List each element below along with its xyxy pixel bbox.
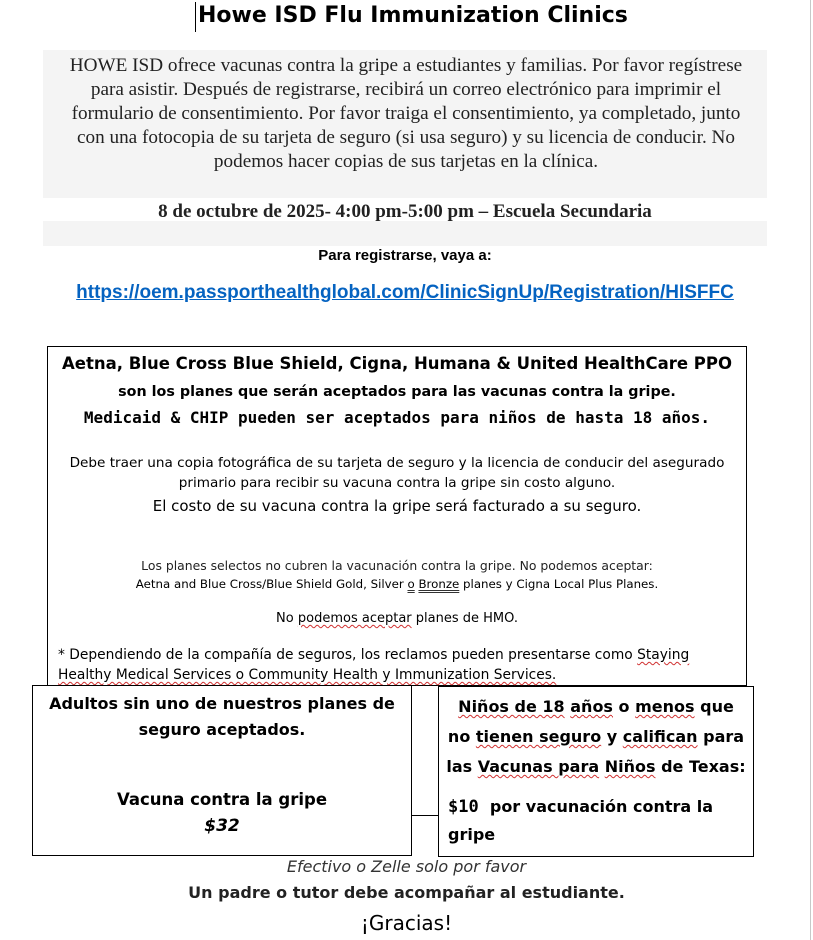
adult-vaccine-label: Vacuna contra la gripe [116, 790, 328, 809]
clinic-date-line: 8 de octubre de 2025- 4:00 pm-5:00 pm – Escuela Secundaria [158, 201, 652, 222]
child-heading-w10: Vacunas para [477, 757, 600, 776]
title-wrap [195, 2, 628, 32]
child-box-heading [445, 692, 747, 782]
date-shading [43, 221, 767, 246]
accepted-plans-note: son los planes que serán aceptados para las vacunas contra la gripe. [118, 384, 676, 400]
adult-uninsured-box [32, 685, 412, 856]
hmo-note-a: No [276, 611, 294, 626]
excluded-plans-o: o [407, 577, 415, 591]
child-heading-w3: o [618, 697, 630, 716]
box-connector-line [412, 815, 438, 816]
child-heading-w8: califican [622, 727, 698, 746]
child-heading-w11: Niños [604, 757, 656, 776]
page-title: Howe ISD Flu Immunization Clinics [198, 3, 628, 28]
hmo-note [48, 609, 746, 629]
registration-link[interactable]: https://oem.passporthealthglobal.com/ClinicSignUp/Registration/HISFFC [76, 282, 734, 303]
claims-footnote-b: Staying Healthy Medical Services o Community Health y Immunization Services. [58, 647, 690, 683]
guardian-note: Un padre o tutor debe acompañar al estudiante. [188, 883, 625, 902]
adult-box-heading: Adultos sin uno de nuestros planes de seguro aceptados. [49, 694, 395, 739]
payment-note: Efectivo o Zelle solo por favor [286, 857, 527, 876]
hmo-note-c: planes de HMO. [415, 611, 518, 626]
billing-note: El costo de su vacuna contra la gripe será facturado a su seguro. [152, 497, 642, 515]
excluded-plans-a: Aetna and Blue Cross/Blue Shield Gold, Silver [135, 577, 404, 591]
adult-vaccine-price: $32 [204, 816, 240, 836]
child-heading-w2: años [570, 697, 613, 716]
child-heading-w7: y [606, 727, 618, 746]
registration-label: Para registrarse, vaya a: [318, 247, 492, 264]
hmo-note-b: podemos aceptar [297, 611, 412, 626]
medicaid-chip-note: Medicaid & CHIP pueden ser aceptados para niños de hasta 18 años. [83, 408, 711, 427]
child-price-line [448, 793, 748, 848]
child-price-note: por vacunación contra la gripe [448, 797, 714, 844]
accepted-plans-box [47, 346, 747, 686]
accepted-insurers: Aetna, Blue Cross Blue Shield, Cigna, Humana & United HealthCare PPO [62, 354, 732, 373]
excluded-plans-bronze: Bronze [418, 577, 460, 591]
bring-card-note: Debe traer una copia fotográfica de su tarjeta de seguro y la licencia de conducir del asegurado primario para recibir su vacuna contra la gripe sin costo alguno. [69, 455, 725, 491]
child-heading-w6: tienen seguro [475, 727, 602, 746]
child-vfc-box [438, 686, 754, 857]
thanks-text: ¡Gracias! [360, 911, 453, 935]
child-vaccine-price: $10 [448, 797, 479, 817]
excluded-plans-b: planes y Cigna Local Plus Planes. [463, 577, 659, 591]
claims-footnote [58, 645, 738, 685]
intro-paragraph: HOWE ISD ofrece vacunas contra la gripe a estudiantes y familias. Por favor regístrese para asistir. Después de registrarse, recibirá un correo electrónico para imprimir el formulario de consentimiento. Por favor traiga el consentimiento, ya completado, junto con una fotocopia de su tarjeta de seguro (si usa seguro) y su licencia de conducir. No podemos hacer copias de sus tarjetas en la clínica. [69, 55, 743, 172]
excluded-plans [48, 575, 746, 593]
page-edge-rule [810, 0, 811, 940]
child-heading-w5: que no [447, 697, 734, 746]
child-heading-w12: de Texas: [661, 757, 746, 776]
child-heading-w9: para las [446, 727, 745, 776]
child-heading-w4: menos [635, 697, 695, 716]
exclusion-intro: Los planes selectos no cubren la vacunación contra la gripe. No podemos aceptar: [141, 558, 653, 573]
child-heading-w1: Niños de 18 [458, 697, 565, 716]
claims-footnote-a: * Dependiendo de la compañía de seguros, los reclamos pueden presentarse como [58, 647, 633, 663]
